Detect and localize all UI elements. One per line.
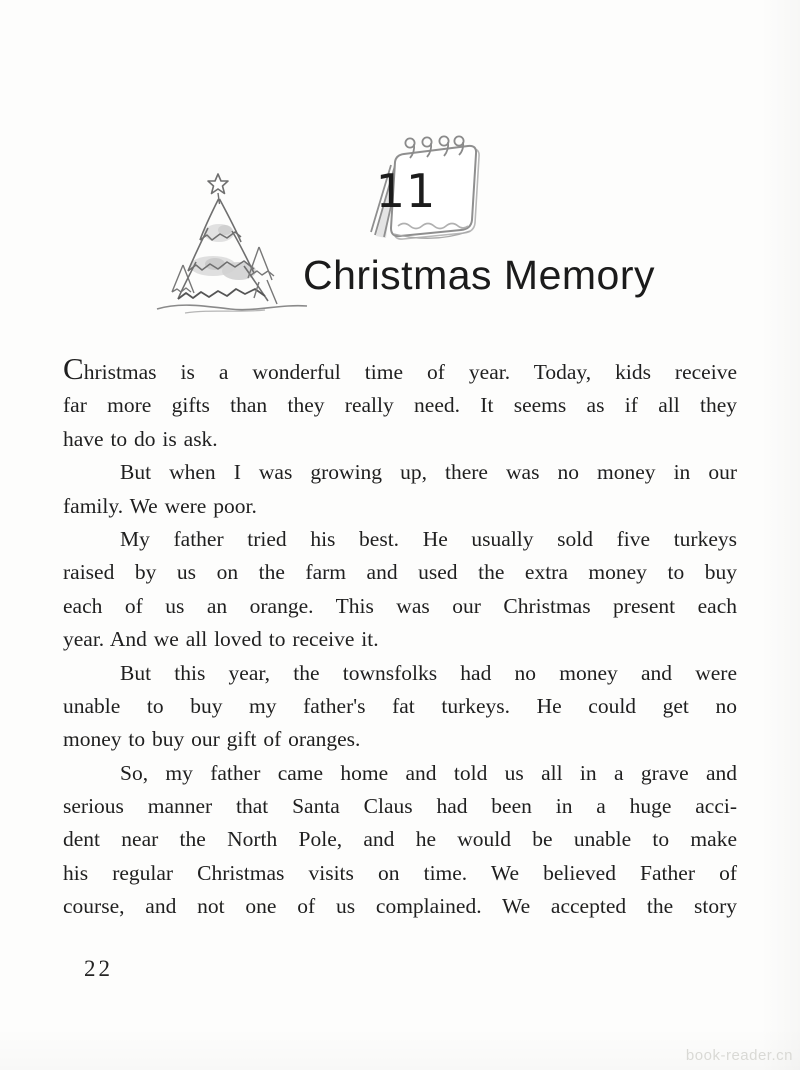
story-line: So, my father came home and told us all in a grave and (120, 760, 737, 785)
story-line: But this year, the townsfolks had no money and were (120, 660, 737, 685)
story-line: dent near the North Pole, and he would be unable to make (63, 827, 737, 852)
story-line: raised by us on the farm and used the extra money to buy (63, 560, 737, 585)
story-line: family. We were poor. (63, 493, 257, 518)
story-line: each of us an orange. This was our Christmas present each (63, 593, 737, 618)
story-line: serious manner that Santa Claus had been in a huge acci- (63, 794, 737, 819)
story-line: unable to buy my father's fat turkeys. He could get no (63, 693, 737, 718)
story-line: his regular Christmas visits on time. We believed Father of (63, 860, 737, 885)
story-line: My father tried his best. He usually sold five turkeys (120, 526, 737, 551)
story-line: But when I was growing up, there was no money in our (120, 460, 737, 485)
drop-cap: C (63, 351, 84, 386)
story-line-text: hristmas is a wonderful time of year. Today, kids receive (83, 360, 737, 384)
watermark: book-reader.cn (685, 1047, 793, 1064)
page-number: 22 (84, 956, 113, 981)
story-line (63, 351, 737, 389)
story-line: course, and not one of us complained. We accepted the story (63, 894, 737, 919)
story-line: have to do is ask. (63, 426, 218, 451)
chapter-title: Christmas Memory (303, 252, 655, 298)
story-line: far more gifts than they really need. It seems as if all they (63, 393, 737, 418)
story-line: year. And we all loved to receive it. (63, 627, 379, 652)
christmas-tree-icon (155, 170, 310, 318)
story-line: money to buy our gift of oranges. (63, 727, 361, 752)
story-text (63, 351, 737, 924)
chapter-number: 11 (375, 164, 437, 218)
